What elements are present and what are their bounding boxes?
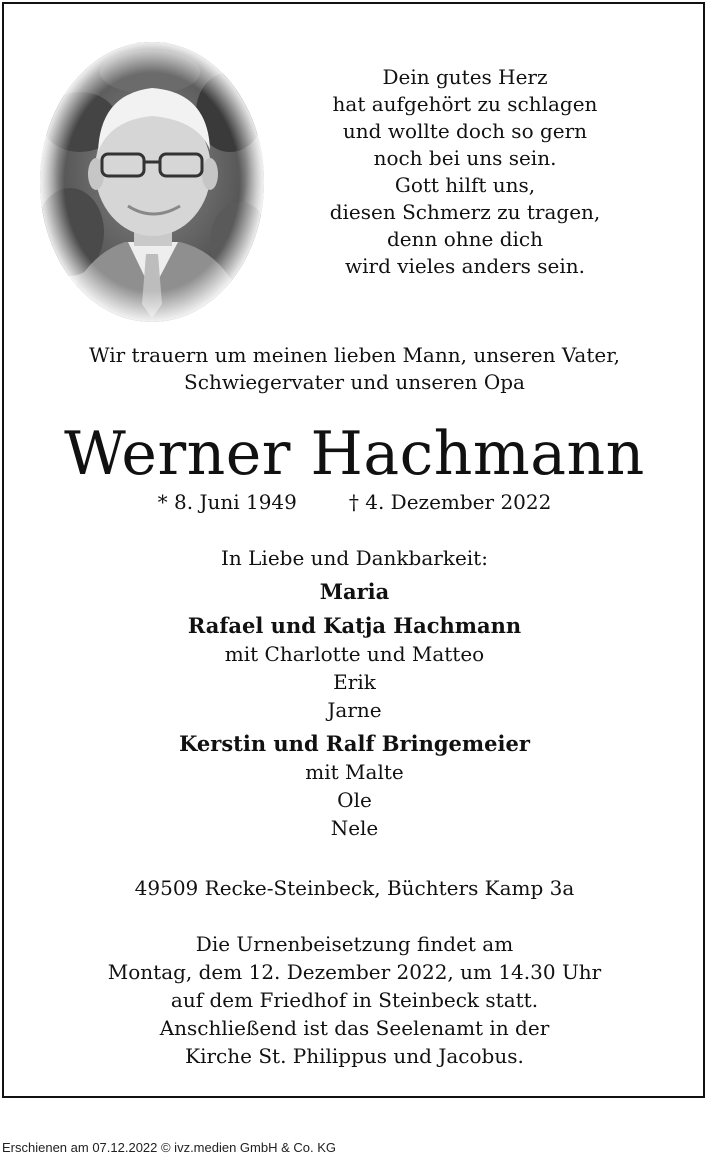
family-member: Ole (337, 788, 372, 812)
poem-line: Dein gutes Herz (382, 65, 548, 89)
funeral-notice (0, 930, 709, 1070)
deceased-name: Werner Hachmann (64, 419, 645, 489)
notice-line: Kirche St. Philippus und Jacobus. (185, 1044, 524, 1068)
poem-line: denn ohne dich (386, 227, 544, 251)
poem-line: Gott hilft uns, (394, 173, 536, 197)
family-heading: In Liebe und Dankbarkeit: (221, 546, 488, 570)
family-group-title: Rafael und Katja Hachmann (187, 613, 522, 638)
poem-line: wird vieles anders sein. (345, 254, 585, 278)
intro-line: Schwiegervater und unseren Opa (184, 370, 525, 394)
portrait-image (40, 42, 264, 322)
life-dates (0, 488, 709, 516)
intro-line: Wir trauern um meinen lieben Mann, unseren Vater, (89, 343, 620, 367)
family-member: Jarne (327, 698, 382, 722)
poem-line: diesen Schmerz zu tragen, (329, 200, 601, 224)
address: 49509 Recke-Steinbeck, Büchters Kamp 3a (134, 876, 575, 900)
publication-credit: Erschienen am 07.12.2022 © ivz.medien GmbH & Co. KG (2, 1140, 337, 1155)
family-member: Nele (330, 816, 379, 840)
birth-date: * 8. Juni 1949 (157, 490, 297, 514)
poem-line: hat aufgehört zu schlagen (332, 92, 598, 116)
family-list (0, 544, 709, 842)
poem (300, 64, 630, 280)
notice-line: Montag, dem 12. Dezember 2022, um 14.30 Uhr (107, 960, 602, 984)
poem-line: noch bei uns sein. (373, 146, 557, 170)
portrait-photo (40, 42, 264, 322)
family-member: Maria (319, 579, 390, 604)
family-member: mit Malte (305, 760, 404, 784)
family-group-title: Kerstin und Ralf Bringemeier (179, 731, 530, 756)
intro-text (0, 342, 709, 396)
notice-line: auf dem Friedhof in Steinbeck statt. (170, 988, 539, 1012)
notice-line: Die Urnenbeisetzung findet am (195, 932, 514, 956)
family-member: Erik (333, 670, 376, 694)
death-date: † 4. Dezember 2022 (348, 490, 552, 514)
poem-line: und wollte doch so gern (342, 119, 588, 143)
family-member: mit Charlotte und Matteo (224, 642, 485, 666)
notice-line: Anschließend ist das Seelenamt in der (159, 1016, 550, 1040)
